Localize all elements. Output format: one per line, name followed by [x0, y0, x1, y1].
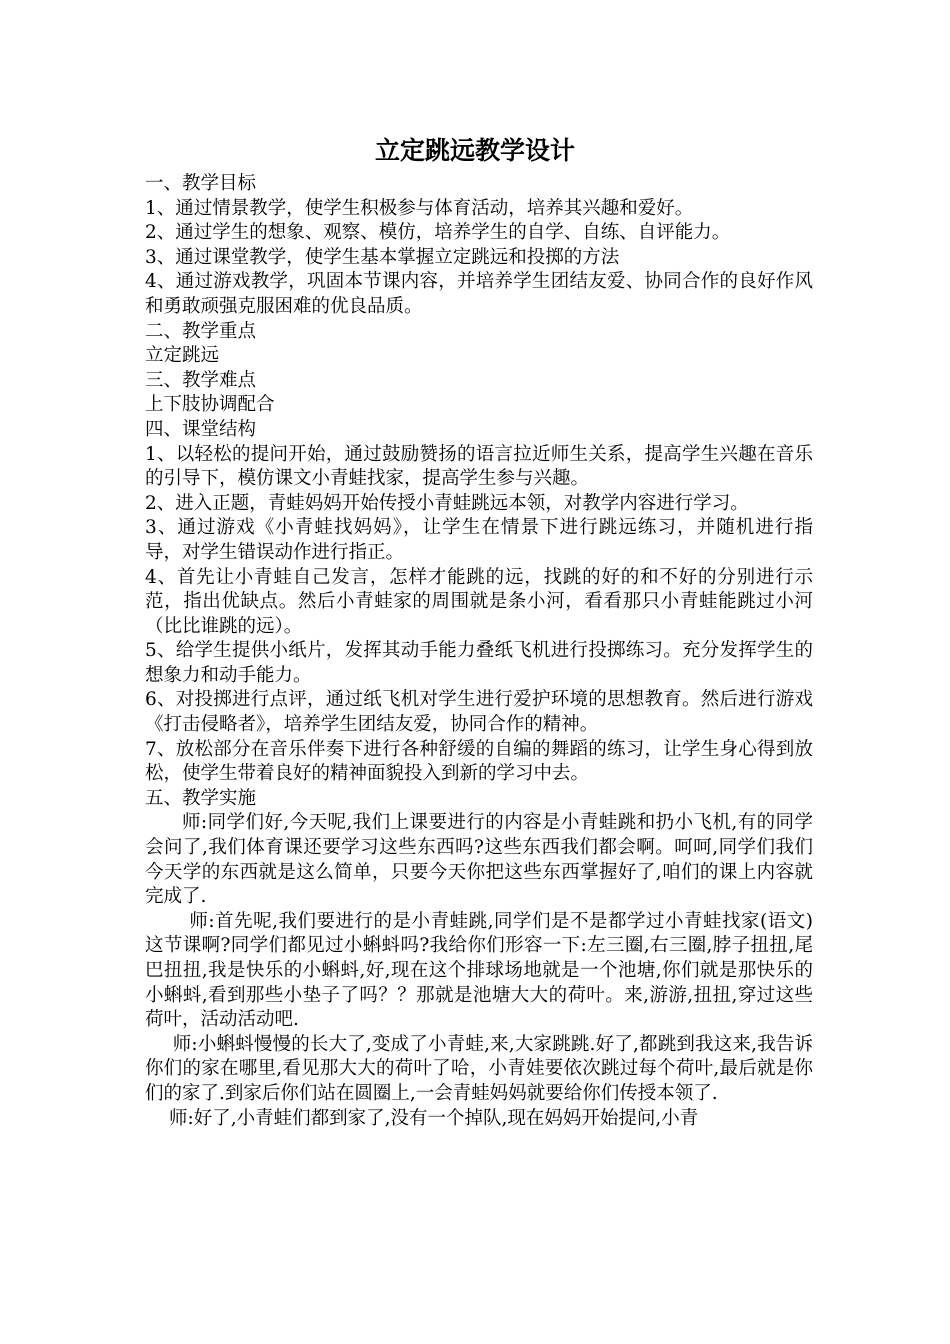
implementation-paragraph-1: 师:同学们好,今天呢,我们上课要进行的内容是小青蛙跳和扔小飞机,有的同学会问了,我们体育课还要学习这些东西吗?这些东西我们都会啊。呵呵,同学们我们今天学的东西就是这么简单，只要今天你把这些东西掌握好了,咱们的课上内容就完成了.: [145, 812, 813, 908]
structure-item-4: 4、首先让小青蛙自己发言，怎样才能跳的远，找跳的好的和不好的分别进行示范，指出优缺点。然后小青蛙家的周围就是条小河，看看那只小青蛙能跳过小河（比比谁跳的远）。: [145, 566, 813, 637]
structure-item-7: 7、放松部分在音乐伴奏下进行各种舒缓的自编的舞蹈的练习，让学生身心得到放松，使学生带着良好的精神面貌投入到新的学习中去。: [145, 738, 813, 785]
key-point-text: 立定跳远: [145, 345, 220, 367]
structure-item-6: 6、对投掷进行点评，通过纸飞机对学生进行爱护环境的思想教育。然后进行游戏《打击侵略者》，培养学生团结友爱，协同合作的精神。: [145, 689, 813, 736]
implementation-paragraph-4: 师:好了,小青蛙们都到家了,没有一个掉队,现在妈妈开始提问,小青: [169, 1107, 699, 1129]
objective-item-4: 4、通过游戏教学，巩固本节课内容，并培养学生团结友爱、协同合作的良好作风和勇敢顽强克服困难的优良品质。: [145, 271, 813, 317]
document-title: 立定跳远教学设计: [374, 136, 575, 165]
section-heading-objectives: 一、教学目标: [145, 173, 257, 194]
structure-item-5: 5、给学生提供小纸片，发挥其动手能力叠纸飞机进行投掷练习。充分发挥学生的想象力和动手能力。: [145, 640, 813, 686]
document-body: [145, 172, 813, 1131]
objective-item-3: 3、通过课堂教学，使学生基本掌握立定跳远和投掷的方法: [145, 246, 620, 268]
section-heading-structure: 四、课堂结构: [145, 418, 257, 440]
section-heading-implementation: 五、教学实施: [145, 787, 257, 809]
section-heading-key-points: 二、教学重点: [145, 320, 257, 342]
difficulty-text: 上下肢协调配合: [145, 394, 275, 416]
structure-item-3: 3、通过游戏《小青蛙找妈妈》，让学生在情景下进行跳远练习，并随机进行指导，对学生错误动作进行指正。: [145, 517, 813, 563]
structure-item-1: 1、以轻松的提问开始，通过鼓励赞扬的语言拉近师生关系，提高学生兴趣在音乐的引导下，模仿课文小青蛙找家，提高学生参与兴趣。: [145, 443, 813, 490]
structure-item-2: 2、进入正题，青蛙妈妈开始传授小青蛙跳远本领，对教学内容进行学习。: [145, 492, 749, 514]
objective-item-2: 2、通过学生的想象、观察、模仿，培养学生的自学、自练、自评能力。: [145, 222, 731, 244]
objective-item-1: 1、通过情景教学，使学生积极参与体育活动，培养其兴趣和爱好。: [145, 197, 694, 219]
section-heading-difficulties: 三、教学难点: [145, 369, 257, 391]
implementation-paragraph-3: 师:小蝌蚪慢慢的长大了,变成了小青蛙,来,大家跳跳.好了,都跳到我这来,我告诉你们的家在哪里,看见那大大的荷叶了哈，小青娃要依次跳过每个荷叶,最后就是你们的家了.到家后你们站在圆圈上,一会青蛙妈妈就要给你们传授本领了.: [145, 1033, 813, 1104]
implementation-paragraph-2: 师:首先呢,我们要进行的是小青蛙跳,同学们是不是都学过小青蛙找家(语文)这节课啊?同学们都见过小蝌蚪吗?我给你们形容一下:左三圈,右三圈,脖子扭扭,尾巴扭扭,我是快乐的小蝌蚪,好,现在这个排球场地就是一个池塘,你们就是那快乐的小蝌蚪,看到那些小垫子了吗？？那就是池塘大大的荷叶。来,游游,扭扭,穿过这些荷叶，活动活动吧.: [145, 910, 813, 1031]
